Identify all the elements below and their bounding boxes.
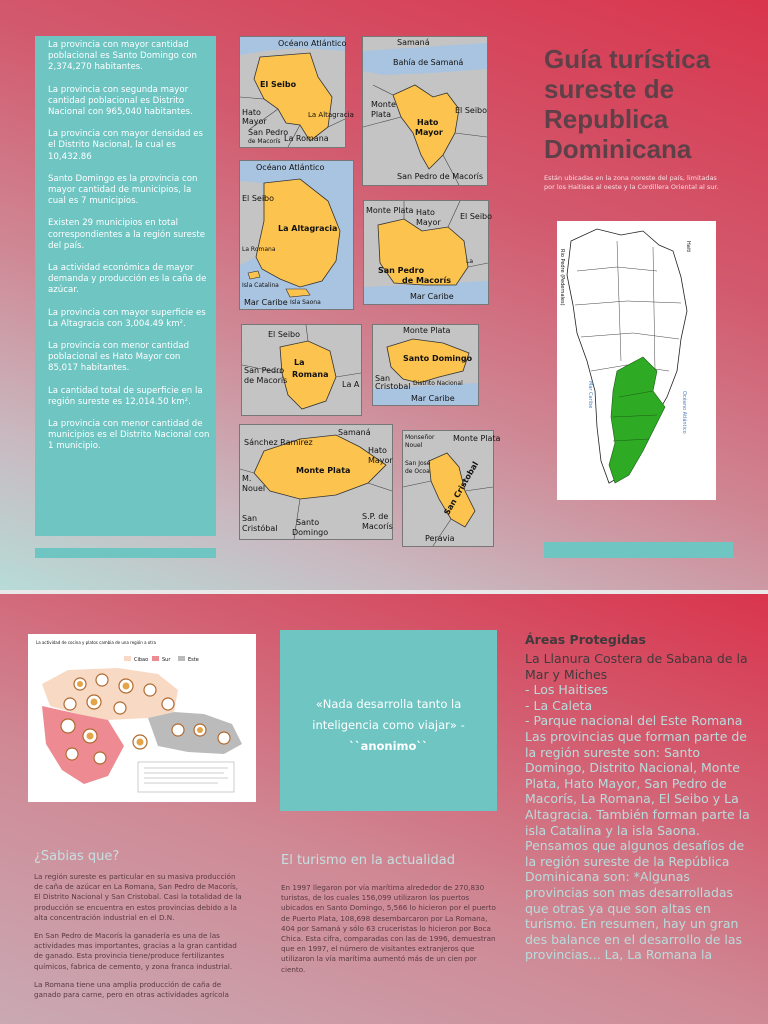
- map-hato-mayor: [362, 36, 488, 186]
- svg-text:Mar Caribe: Mar Caribe: [587, 381, 593, 409]
- brochure-back: [0, 594, 768, 1024]
- svg-text:La: La: [294, 358, 305, 367]
- map-la-romana: [241, 324, 362, 416]
- svg-text:Cristóbal: Cristóbal: [242, 524, 278, 533]
- svg-text:Santo Domingo: Santo Domingo: [403, 354, 473, 363]
- map-san-cristobal: [402, 430, 501, 547]
- legend-sur: Sur: [162, 657, 171, 663]
- svg-text:Hato: Hato: [416, 208, 435, 217]
- accent-bar-right: [544, 542, 733, 558]
- fact-8: La provincia con menor cantidad poblacional es Hato Mayor con 85,017 habitantes.: [48, 341, 190, 374]
- svg-text:Hato: Hato: [242, 108, 261, 117]
- svg-text:El Seibo: El Seibo: [242, 194, 275, 203]
- quote-panel: [280, 630, 497, 811]
- svg-text:S.P. de: S.P. de: [362, 512, 389, 521]
- food-map: [28, 634, 256, 802]
- fact-7: La provincia con mayor superficie es La Altagracia con 3,004.49 km².: [48, 307, 206, 329]
- svg-text:de Macorís: de Macorís: [402, 276, 451, 285]
- svg-text:Nouel: Nouel: [405, 442, 423, 449]
- svg-text:Mayor: Mayor: [242, 117, 267, 126]
- svg-text:Romana: Romana: [292, 370, 329, 379]
- map-santo-domingo: [372, 324, 479, 406]
- sabias-p2: En San Pedro de Macorís la ganadería es una de las actividades mas importantes, gracias a la gran cantidad de ganado. Esta provincia tiene/produce fertilizantes químicos, fabrica de cemento, y zona franca industrial.: [34, 931, 237, 971]
- quote-author: ``anonimo``: [349, 739, 428, 753]
- svg-text:Macorís: Macorís: [362, 522, 393, 531]
- svg-text:La actividad de cocina y plato: La actividad de cocina y platos cambia de una región a otra: [36, 640, 156, 645]
- svg-text:Isla Saona: Isla Saona: [290, 299, 321, 306]
- svg-text:San José: San José: [405, 460, 431, 467]
- svg-text:Santo: Santo: [296, 518, 320, 527]
- region-map: [557, 221, 716, 500]
- sabias-body: [34, 872, 246, 1008]
- fact-9: La cantidad total de superficie en la región sureste es 12,014.50 km².: [48, 385, 203, 407]
- svg-text:de Ocoa: de Ocoa: [405, 468, 430, 475]
- svg-text:Samaná: Samaná: [338, 428, 371, 437]
- turismo-heading: El turismo en la actualidad: [281, 853, 455, 868]
- legend-este: Este: [188, 657, 199, 663]
- map-label: Océano Atlántico: [278, 39, 347, 48]
- map-name: El Seibo: [260, 80, 297, 89]
- svg-text:Monte: Monte: [371, 100, 396, 109]
- svg-text:Peravia: Peravia: [425, 534, 455, 543]
- svg-text:La Romana: La Romana: [242, 246, 276, 253]
- svg-text:Nouel: Nouel: [242, 484, 266, 493]
- sabias-p3: La Romana tiene una amplia producción de caña de ganado para carne, pero en otras actividades agrícola: [34, 979, 229, 1000]
- legend-cibao: Cibao: [134, 657, 149, 663]
- page-subtitle: Están ubicadas en la zona noreste del país, limitadas por los Haitises al oeste y la Cordillera Oriental al sur.: [544, 174, 719, 191]
- svg-text:El Seibo: El Seibo: [268, 330, 301, 339]
- svg-text:Monseñor: Monseñor: [405, 434, 435, 441]
- svg-text:Mar Caribe: Mar Caribe: [410, 292, 454, 301]
- turismo-body: [281, 883, 497, 983]
- areas-provinces: Las provincias que forman parte de la región sureste son: Santo Domingo, Distrito Nacional, Monte Plata, Hato Mayor, San Pedro de Macorís, La Romana, El Seibo y La Altagracia. También forman parte la isla Catalina y la isla Saona.: [525, 728, 750, 838]
- svg-text:Mayor: Mayor: [415, 128, 443, 137]
- svg-text:M.: M.: [242, 474, 252, 483]
- svg-text:La Altagracia: La Altagracia: [308, 111, 354, 119]
- svg-text:Rio Pedre (Pedernales): Rio Pedre (Pedernales): [559, 249, 565, 306]
- svg-text:Océano Atlántico: Océano Atlántico: [256, 163, 325, 172]
- fact-2: La provincia con segunda mayor cantidad poblacional es Distrito Nacional con 965,040 habitantes.: [48, 84, 193, 118]
- fact-1: La provincia con mayor cantidad poblacional es Santo Domingo con 2,374,270 habitantes.: [48, 40, 198, 73]
- svg-text:Distrito Nacional: Distrito Nacional: [413, 380, 463, 387]
- svg-text:Mayor: Mayor: [368, 456, 393, 465]
- svg-text:La: La: [466, 258, 474, 265]
- fact-3: La provincia con mayor densidad es el Distrito Nacional, la cual es 10,432.86: [48, 129, 204, 162]
- fact-5: Existen 29 municipios en total correspondientes a la región sureste del país.: [48, 218, 206, 251]
- map-el-seibo: [239, 36, 354, 148]
- svg-text:Bahía de Samaná: Bahía de Samaná: [393, 58, 464, 67]
- areas-item: - La Caleta: [525, 697, 593, 713]
- sabias-p1: La región sureste es particular en su masiva producción de caña de azúcar en La Romana, San Pedro de Macorís, El Distrito Nacional y San Cristobal. Casi la totalidad de la producción se encuentra en estos provincias debido a la alta concentración industrial en el D.N.: [34, 872, 242, 922]
- areas-item: - Los Haitises: [525, 682, 608, 698]
- svg-text:Haiti: Haiti: [685, 241, 691, 253]
- svg-text:Monte Plata: Monte Plata: [366, 206, 414, 215]
- svg-text:Hato: Hato: [368, 446, 387, 455]
- accent-bar-left: [35, 548, 216, 558]
- svg-text:Mar Caribe: Mar Caribe: [244, 298, 288, 307]
- fact-10: La provincia con menor cantidad de municipios es el Distrito Nacional con 1 municipio.: [48, 419, 210, 452]
- turismo-text: En 1997 llegaron por vía marítima alrededor de 270,830 turistas, de los cuales 156,099 utilizaron los puertos ubicados en Santo Domingo, 5,566 lo hicieron por el puerto de Puerto Plata, 108,698 desembarcaron por La Romana, 404 por Samaná y sólo 63 cruceristas lo hicieron por Boca Chica. Esta cifra, comparadas con las de 1996, demuestran que en 1997, el número de visitantes extranjeros que utilizaron la vía marítima aumentó más de un cien por ciento.: [281, 883, 496, 974]
- svg-text:San Pedro: San Pedro: [244, 366, 285, 375]
- svg-text:Monte Plata: Monte Plata: [296, 466, 351, 475]
- svg-text:Isla Catalina: Isla Catalina: [242, 282, 279, 289]
- map-monte-plata: [239, 424, 393, 540]
- svg-text:La Romana: La Romana: [284, 134, 329, 143]
- areas-item: - Parque nacional del Este Romana: [525, 713, 743, 729]
- svg-text:Cristobal: Cristobal: [375, 382, 411, 391]
- page-title: Guía turística sureste de Republica Dominicana: [544, 44, 711, 164]
- svg-text:Monte Plata: Monte Plata: [453, 434, 501, 443]
- svg-text:Mar Caribe: Mar Caribe: [411, 394, 455, 403]
- svg-text:Hato: Hato: [417, 118, 439, 127]
- map-la-altagracia: [239, 160, 354, 310]
- areas-challenges: Pensamos que algunos desafíos de la región sureste de la República Dominicana son: *Algunas provincias son mas desarrolladas que otras ya que son altas en turismo. En resumen, hay un gran des balance en el desarrollo de las provincias... La, La Romana la: [525, 838, 745, 963]
- fact-6: La actividad económica de mayor demanda y producción es la caña de azúcar.: [48, 263, 207, 296]
- svg-text:San Pedro: San Pedro: [248, 128, 289, 137]
- fact-4: Santo Domingo es la provincia con mayor cantidad de municipios, la cual es 7 municipios.: [48, 173, 198, 207]
- map-san-pedro: [363, 200, 493, 305]
- svg-text:Monte Plata: Monte Plata: [403, 326, 451, 335]
- svg-text:Samaná: Samaná: [397, 38, 430, 47]
- svg-text:Domingo: Domingo: [292, 528, 329, 537]
- svg-text:de Macorís: de Macorís: [248, 138, 281, 145]
- svg-text:San Cristobal: San Cristobal: [442, 460, 481, 517]
- areas-first: La Llanura Costera de Sabana de la Mar y Miches: [525, 651, 748, 682]
- svg-text:Mayor: Mayor: [416, 218, 441, 227]
- svg-text:El Seibo: El Seibo: [455, 106, 488, 115]
- areas-body: [525, 651, 757, 963]
- svg-text:San Pedro de Macorís: San Pedro de Macorís: [397, 172, 484, 181]
- svg-text:San: San: [375, 374, 391, 383]
- areas-heading: Áreas Protegidas: [525, 632, 646, 647]
- sabias-heading: ¿Sabias que?: [34, 849, 120, 864]
- svg-text:Océano Atlántico: Océano Atlántico: [681, 391, 687, 434]
- svg-text:La A: La A: [342, 380, 360, 389]
- svg-text:San: San: [242, 514, 258, 523]
- svg-text:San Pedro: San Pedro: [378, 266, 425, 275]
- svg-text:de Macorís: de Macorís: [244, 376, 288, 385]
- svg-text:Plata: Plata: [371, 110, 391, 119]
- facts-panel: [35, 36, 216, 536]
- svg-text:El Seibo: El Seibo: [460, 212, 493, 221]
- svg-text:La Altagracia: La Altagracia: [278, 224, 338, 233]
- quote-text: «Nada desarrolla tanto la inteligencia como viajar» -: [312, 697, 465, 732]
- svg-text:Sánchez Ramírez: Sánchez Ramírez: [244, 438, 313, 447]
